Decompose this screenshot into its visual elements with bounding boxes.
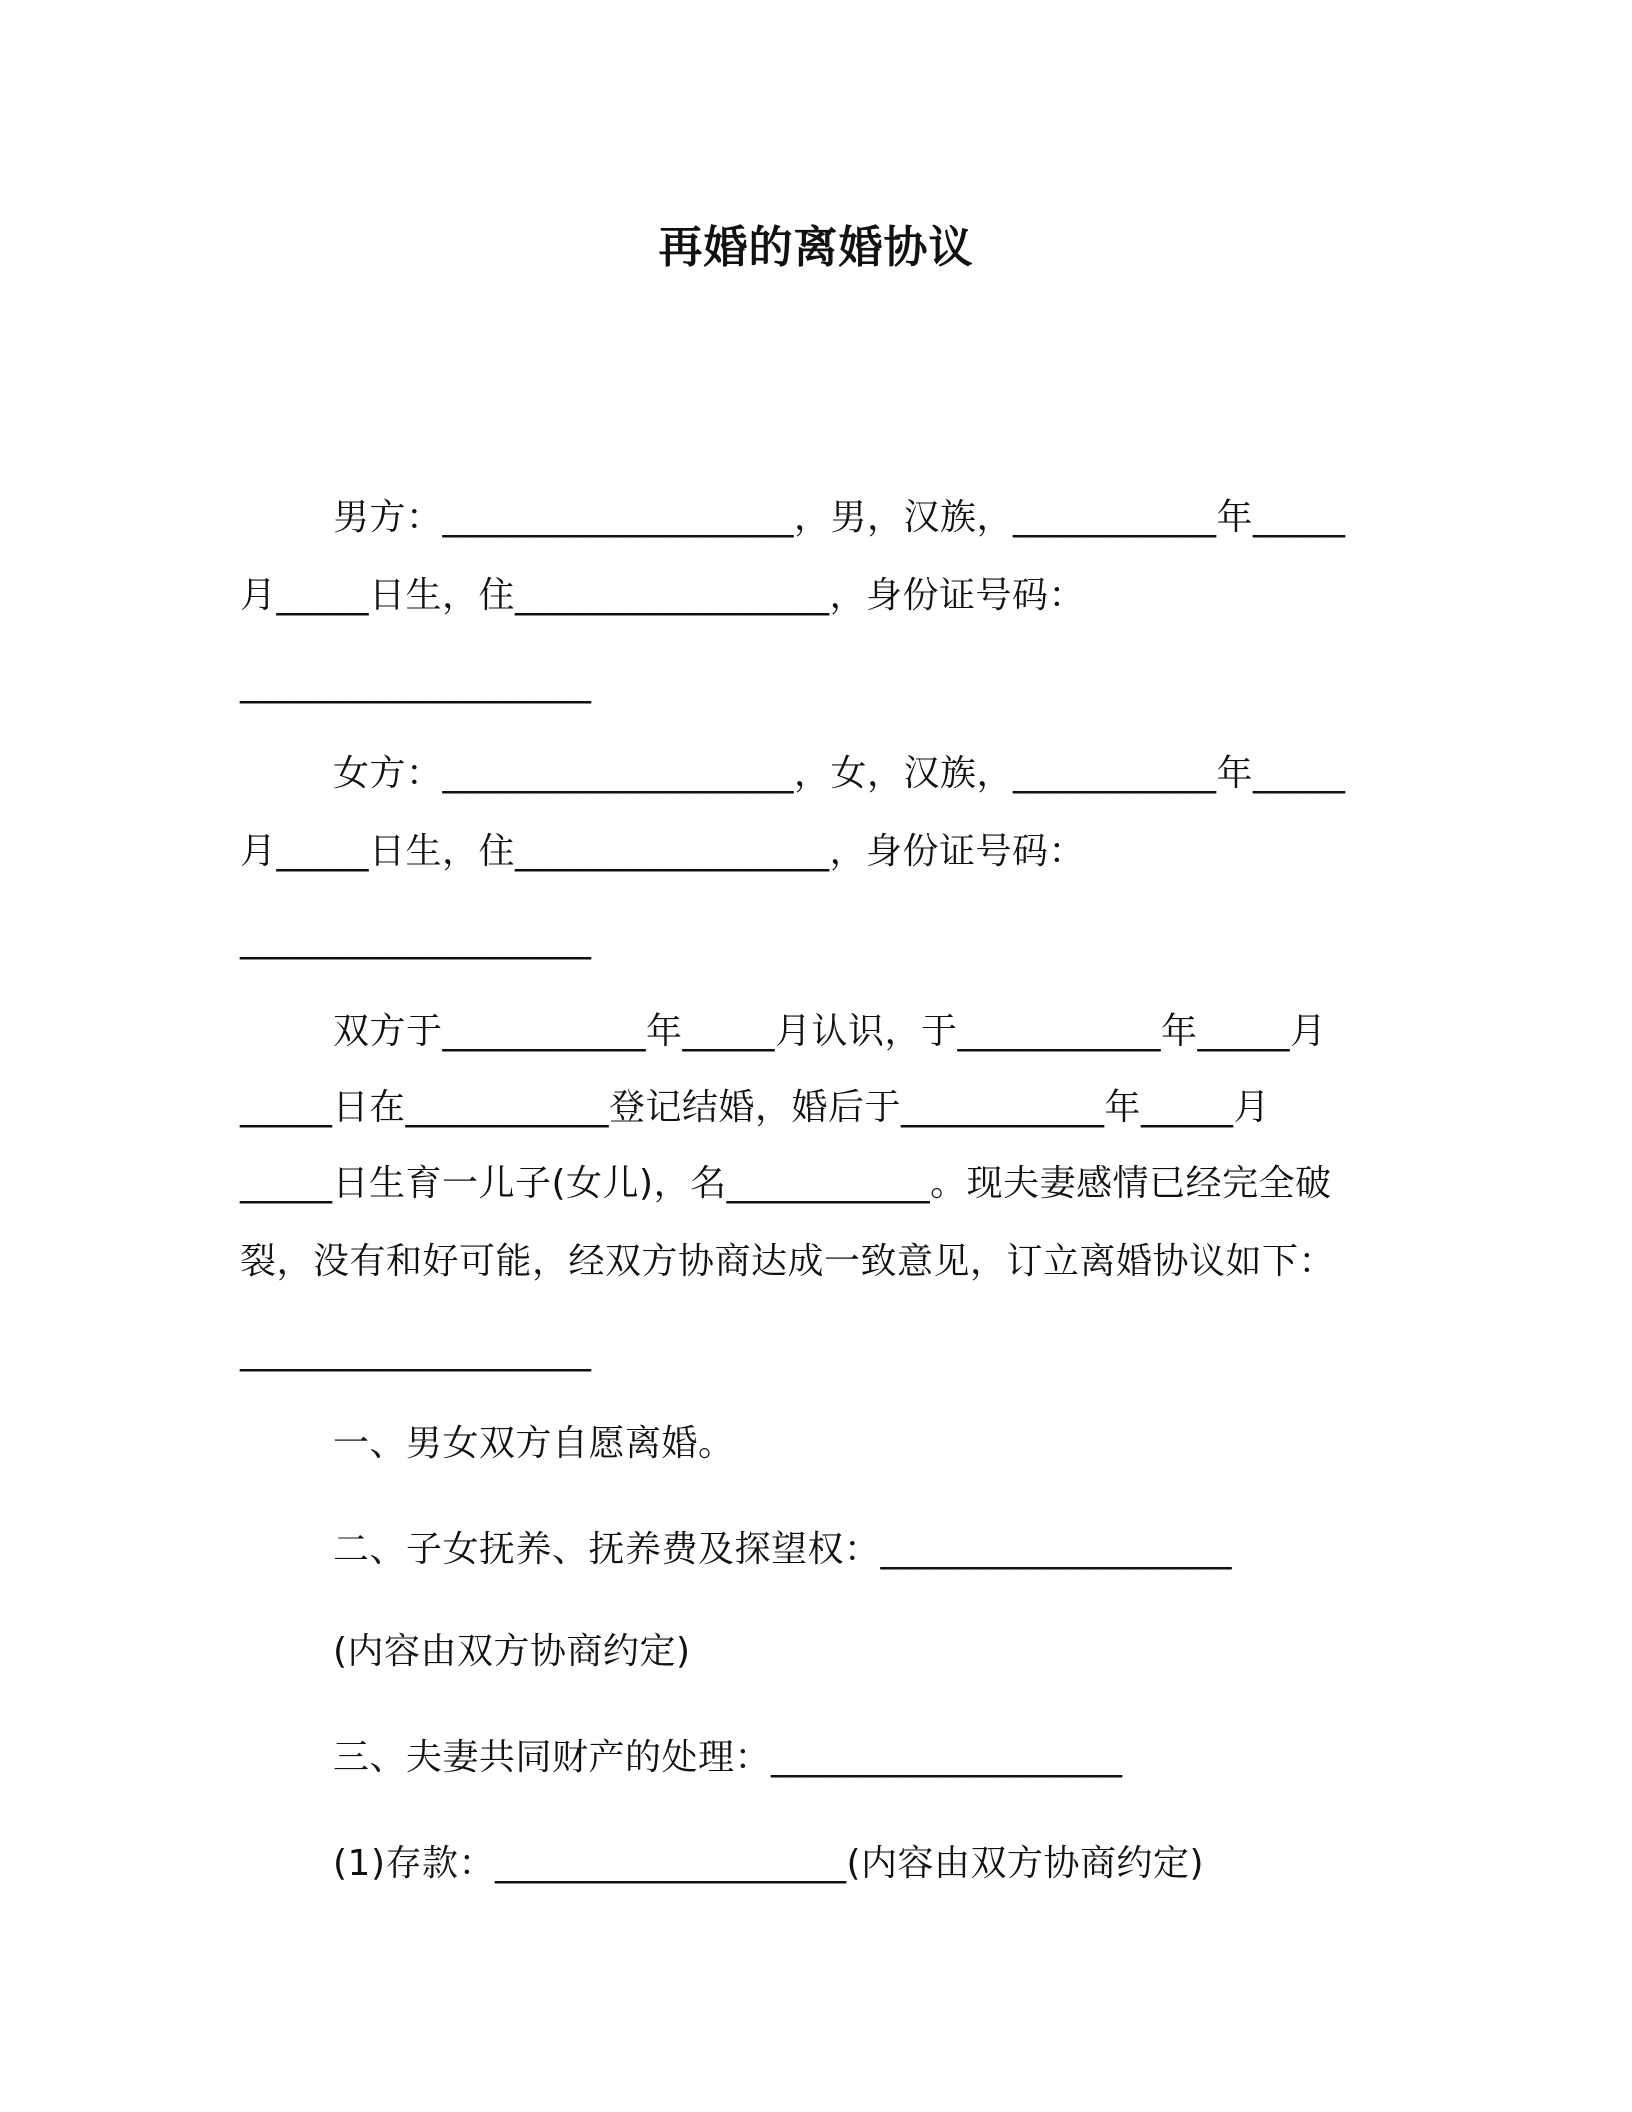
male-party-line-1: 男方：___________________，男，汉族，___________年_____ (333, 497, 1346, 538)
marriage-info-line-1: 双方于___________年_____月认识，于___________年_____月 (333, 1011, 1327, 1052)
marriage-info-line-4: 裂，没有和好可能，经双方协商达成一致意见，订立离婚协议如下： (240, 1241, 1336, 1282)
female-party-line-2: 月_____日生，住_________________，身份证号码： (240, 831, 1086, 872)
female-party-id-blank: ___________________ (240, 919, 592, 960)
agreement-intro-blank: ___________________ (240, 1331, 592, 1372)
clause-1: 一、男女双方自愿离婚。 (333, 1423, 735, 1464)
clause-2: 二、子女抚养、抚养费及探望权：___________________ (333, 1529, 1233, 1570)
male-party-line-2: 月_____日生，住_________________，身份证号码： (240, 575, 1086, 616)
female-party-line-1: 女方：___________________，女，汉族，___________年_____ (333, 753, 1346, 794)
clause-2-note: (内容由双方协商约定) (333, 1631, 691, 1672)
clause-3: 三、夫妻共同财产的处理：___________________ (333, 1737, 1123, 1778)
clause-3-deposit: (1)存款：___________________(内容由双方协商约定) (333, 1843, 1205, 1884)
marriage-info-line-2: _____日在___________登记结婚，婚后于___________年_____月 (240, 1087, 1271, 1128)
marriage-info-line-3: _____日生育一儿子(女儿)，名___________。现夫妻感情已经完全破 (240, 1163, 1332, 1204)
document-title: 再婚的离婚协议 (658, 222, 974, 273)
male-party-id-blank: ___________________ (240, 663, 592, 704)
